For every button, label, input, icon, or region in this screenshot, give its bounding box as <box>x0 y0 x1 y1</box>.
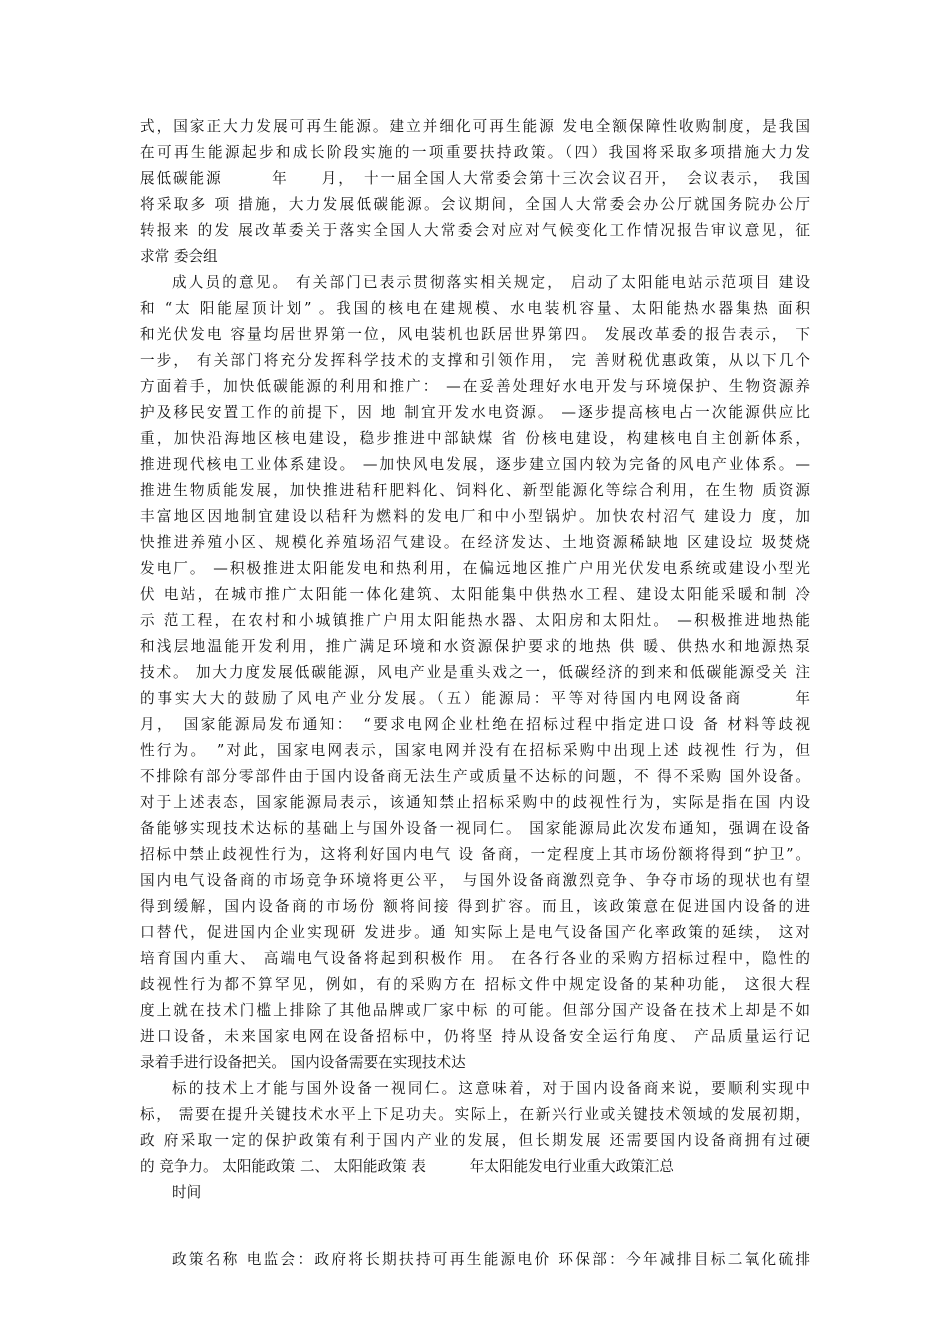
text-line: 进口设备，未来国家电网在设备招标中，仍将坚 持从设备安全运行角度、 产品质量运行记 <box>140 1028 810 1045</box>
text-line: 护及移民安置工作的前提下，因 地 制宜开发水电资源。 —逐步提高核电占一次能源供应比 <box>140 404 810 421</box>
text-line: 将采取多 项 措施，大力发展低碳能源。会议期间，全国人大常委会办公厅就国务院办公厅 <box>140 196 810 213</box>
text-line: 时间 <box>172 1184 202 1201</box>
text-line: 录着手进行设备把关。 国内设备需要在实现技术达 <box>140 1054 466 1071</box>
text-line: 政 府采取一定的保护政策有利于国内产业的发展，但长期发展 还需要国内设备商拥有过硬 <box>140 1132 810 1149</box>
text-line: 求常 委会组 <box>140 248 218 265</box>
text-line: 培育国内重大、 高端电气设备将起到积极作 用。 在各行各业的采购方招标过程中，隐性的 <box>140 950 810 967</box>
text-line: 伏 电站，在城市推广太阳能一体化建筑、太阳能集中供热水工程、建设太阳能采暖和制 冷 <box>140 586 810 603</box>
text-line: 丰富地区因地制宜建设以秸秆为燃料的发电厂和中小型锅炉。加快农村沼气 建设力 度，加 <box>140 508 810 525</box>
text-line: 展低碳能源 年 月， 十一届全国人大常委会第十三次会议召开， 会议表示， 我国 <box>140 170 810 187</box>
text-line: 度上就在技术门槛上排除了其他品牌或厂家中标 的可能。但部分国产设备在技术上却是不如 <box>140 1002 810 1019</box>
text-line: 的事实大大的鼓励了风电产业分发展。（五）能源局：平等对待国内电网设备商 年 <box>140 690 810 707</box>
text-line: 式，国家正大力发展可再生能源。建立并细化可再生能源 发电全额保障性收购制度，是我国 <box>140 118 810 135</box>
text-line: 性行为。 ”对此，国家电网表示，国家电网并没有在招标采购中出现上述 歧视性 行为，但 <box>140 742 810 759</box>
text-line: 招标中禁止歧视性行为，这将利好国内电气 设 备商，一定程度上其市场份额将得到“护卫”。 <box>140 846 810 863</box>
text-line: 推进生物质能发展，加快推进秸秆肥料化、饲料化、新型能源化等综合利用，在生物 质资源 <box>140 482 810 499</box>
text-line: 重，加快沿海地区核电建设，稳步推进中部缺煤 省 份核电建设，构建核电自主创新体系， <box>140 430 810 447</box>
text-line: 不排除有部分零部件由于国内设备商无法生产或质量不达标的问题，不 得不采购 国外设备。 <box>140 768 810 785</box>
text-line: 月， 国家能源局发布通知： “要求电网企业杜绝在招标过程中指定进口设 备 材料等歧视 <box>140 716 810 733</box>
text-line: 技术。 加大力度发展低碳能源，风电产业是重头戏之一，低碳经济的到来和低碳能源受关 注 <box>140 664 810 681</box>
text-line: 和浅层地温能开发利用，推广满足环境和水资源保护要求的地热 供 暖、供热水和地源热泵 <box>140 638 810 655</box>
text-line: 在可再生能源起步和成长阶段实施的一项重要扶持政策。（四）我国将采取多项措施大力发 <box>140 144 810 161</box>
text-line: 一步， 有关部门将充分发挥科学技术的支撑和引领作用， 完 善财税优惠政策，从以下几个 <box>140 352 810 369</box>
text-line: 方面着手，加快低碳能源的利用和推广： —在妥善处理好水电开发与环境保护、生物资源养 <box>140 378 810 395</box>
text-line: 对于上述表态，国家能源局表示，该通知禁止招标采购中的歧视性行为，实际是指在国 内设 <box>140 794 810 811</box>
text-line: 标的技术上才能与国外设备一视同仁。这意味着，对于国内设备商来说，要顺利实现中 <box>172 1080 810 1097</box>
text-line: 转报来 的发 展改革委关于落实全国人大常委会对应对气候变化工作情况报告审议意见，征 <box>140 222 810 239</box>
text-line: 成人员的意见。 有关部门已表示贯彻落实相关规定， 启动了太阳能电站示范项目 建设 <box>172 274 810 291</box>
text-line: 歧视性行为都不算罕见，例如，有的采购方在 招标文件中规定设备的某种功能， 这很大程 <box>140 976 810 993</box>
text-line: 的 竞争力。 太阳能政策 二、 太阳能政策 表 年太阳能发电行业重大政策汇总 <box>140 1158 674 1175</box>
text-line: 国内电气设备商的市场竞争环境将更公平， 与国外设备商激烈竞争、争夺市场的现状也有望 <box>140 872 810 889</box>
text-line: 示 范工程，在农村和小城镇推广户用太阳能热水器、太阳房和太阳灶。 —积极推进地热能 <box>140 612 810 629</box>
text-line: 和 “太 阳能屋顶计划” 。我国的核电在建规模、水电装机容量、太阳能热水器集热 面积 <box>140 300 810 317</box>
text-line: 和光伏发电 容量均居世界第一位，风电装机也跃居世界第四。 发展改革委的报告表示， 下 <box>140 326 810 343</box>
text-line: 快推进养殖小区、规模化养殖场沼气建设。在经济发达、土地资源稀缺地 区建设垃 圾焚烧 <box>140 534 810 551</box>
text-line: 得到缓解，国内设备商的市场份 额将间接 得到扩容。而且，该政策意在促进国内设备的进 <box>140 898 810 915</box>
text-line: 政策名称 电监会：政府将长期扶持可再生能源电价 环保部：今年减排目标二氧化硫排 <box>172 1251 810 1268</box>
text-line: 推进现代核电工业体系建设。 —加快风电发展，逐步建立国内较为完备的风电产业体系。— <box>140 456 810 473</box>
text-line: 备能够实现技术达标的基础上与国外设备一视同仁。 国家能源局此次发布通知，强调在设备 <box>140 820 810 837</box>
text-line: 发电厂。 —积极推进太阳能发电和热利用，在偏远地区推广户用光伏发电系统或建设小型光 <box>140 560 810 577</box>
text-line: 标， 需要在提升关键技术水平上下足功夫。实际上，在新兴行业或关键技术领域的发展初期， <box>140 1106 810 1123</box>
text-line: 口替代，促进国内企业实现研 发进步。通 知实际上是电气设备国产化率政策的延续， 这对 <box>140 924 810 941</box>
